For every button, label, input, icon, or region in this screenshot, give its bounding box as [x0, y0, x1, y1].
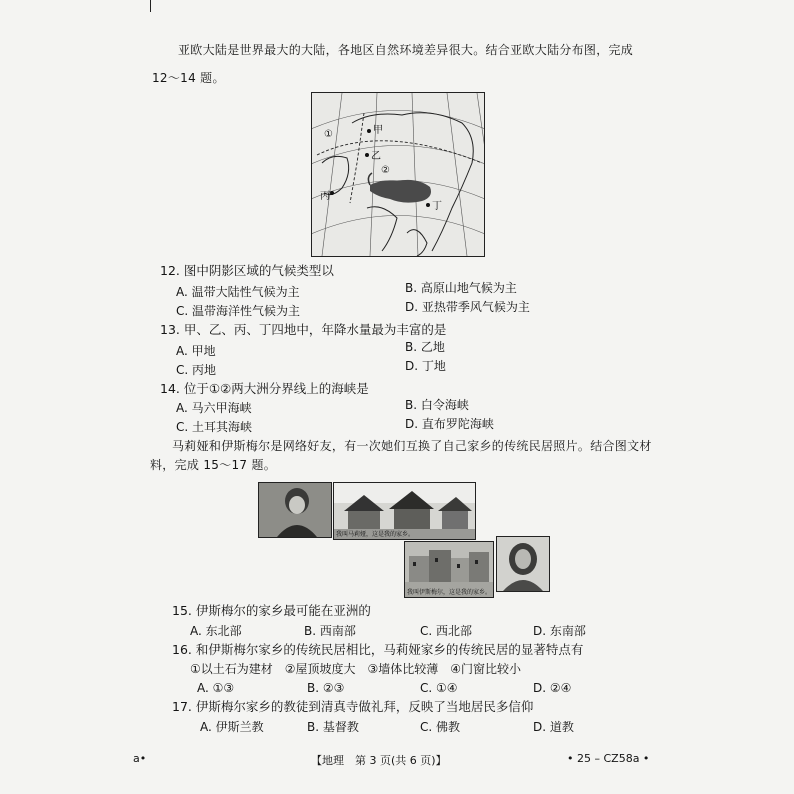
q13-option-a: A. 甲地	[176, 344, 216, 358]
photo-ismail-house	[404, 541, 494, 598]
footer-page-info: 【地理 第 3 页(共 6 页)】	[311, 754, 447, 767]
q14-option-c: C. 土耳其海峡	[176, 420, 253, 434]
map-label-bing: 丙	[320, 191, 330, 202]
q16-option-a: A. ①③	[197, 681, 235, 695]
map-label-jia: 甲	[373, 125, 383, 136]
q13-stem: 13. 甲、乙、丙、丁四地中，年降水量最为丰富的是	[160, 322, 447, 337]
q15-option-d: D. 东南部	[533, 624, 586, 638]
q14-option-d: D. 直布罗陀海峡	[405, 417, 494, 431]
footer-code: • 25 – CZ58a •	[567, 752, 650, 765]
photo-ismail-portrait	[496, 536, 550, 592]
map-label-1: ①	[324, 129, 333, 140]
intro-2-line-2: 料，完成 15～17 题。	[150, 458, 277, 472]
intro-1-line-2: 12～14 题。	[152, 71, 225, 85]
q13-option-b: B. 乙地	[405, 340, 445, 354]
q12-option-a: A. 温带大陆性气候为主	[176, 285, 300, 299]
q14-stem: 14. 位于①②两大洲分界线上的海峡是	[160, 381, 369, 396]
map-label-yi: 乙	[371, 151, 381, 162]
map-label-ding: 丁	[432, 201, 442, 212]
q15-option-a: A. 东北部	[190, 624, 242, 638]
q14-option-b: B. 白令海峡	[405, 398, 469, 412]
q17-stem: 17. 伊斯梅尔家乡的教徒到清真寺做礼拜，反映了当地居民多信仰	[172, 699, 534, 714]
q16-option-c: C. ①④	[420, 681, 458, 695]
q13-option-c: C. 丙地	[176, 363, 217, 377]
q16-items: ①以土石为建材 ②屋顶坡度大 ③墙体比较薄 ④门窗比较小	[190, 662, 522, 676]
q15-option-c: C. 西北部	[420, 624, 473, 638]
eurasia-map	[311, 92, 485, 257]
intro-1-line-1: 亚欧大陆是世界最大的大陆，各地区自然环境差异很大。结合亚欧大陆分布图，完成	[178, 43, 634, 57]
photo-caption-ismail: 我叫伊斯梅尔，这是我的家乡。	[407, 589, 492, 596]
q12-option-b: B. 高原山地气候为主	[405, 281, 517, 295]
q17-option-c: C. 佛教	[420, 720, 461, 734]
q16-stem: 16. 和伊斯梅尔家乡的传统民居相比，马莉娅家乡的传统民居的显著特点有	[172, 642, 584, 657]
q17-option-b: B. 基督教	[307, 720, 359, 734]
photo-maria-house	[333, 482, 476, 540]
photo-maria-portrait	[258, 482, 332, 538]
scan-edge-mark	[150, 0, 151, 12]
q14-option-a: A. 马六甲海峡	[176, 401, 252, 415]
q15-stem: 15. 伊斯梅尔的家乡最可能在亚洲的	[172, 603, 371, 618]
q13-option-d: D. 丁地	[405, 359, 446, 373]
footer-left-mark: a•	[133, 752, 147, 765]
intro-2-line-1: 马莉娅和伊斯梅尔是网络好友，有一次她们互换了自己家乡的传统民居照片。结合图文材	[172, 439, 652, 453]
photo-caption-maria: 我叫马莉娅，这是我的家乡。	[336, 531, 415, 538]
q12-option-c: C. 温带海洋性气候为主	[176, 304, 301, 318]
q16-option-b: B. ②③	[307, 681, 345, 695]
eurasia-map-drawing	[312, 93, 484, 256]
q15-option-b: B. 西南部	[304, 624, 356, 638]
map-label-2: ②	[381, 165, 390, 176]
q12-stem: 12. 图中阴影区域的气候类型以	[160, 263, 334, 278]
q12-option-d: D. 亚热带季风气候为主	[405, 300, 530, 314]
q17-option-d: D. 道教	[533, 720, 574, 734]
q17-option-a: A. 伊斯兰教	[200, 720, 264, 734]
q16-option-d: D. ②④	[533, 681, 572, 695]
